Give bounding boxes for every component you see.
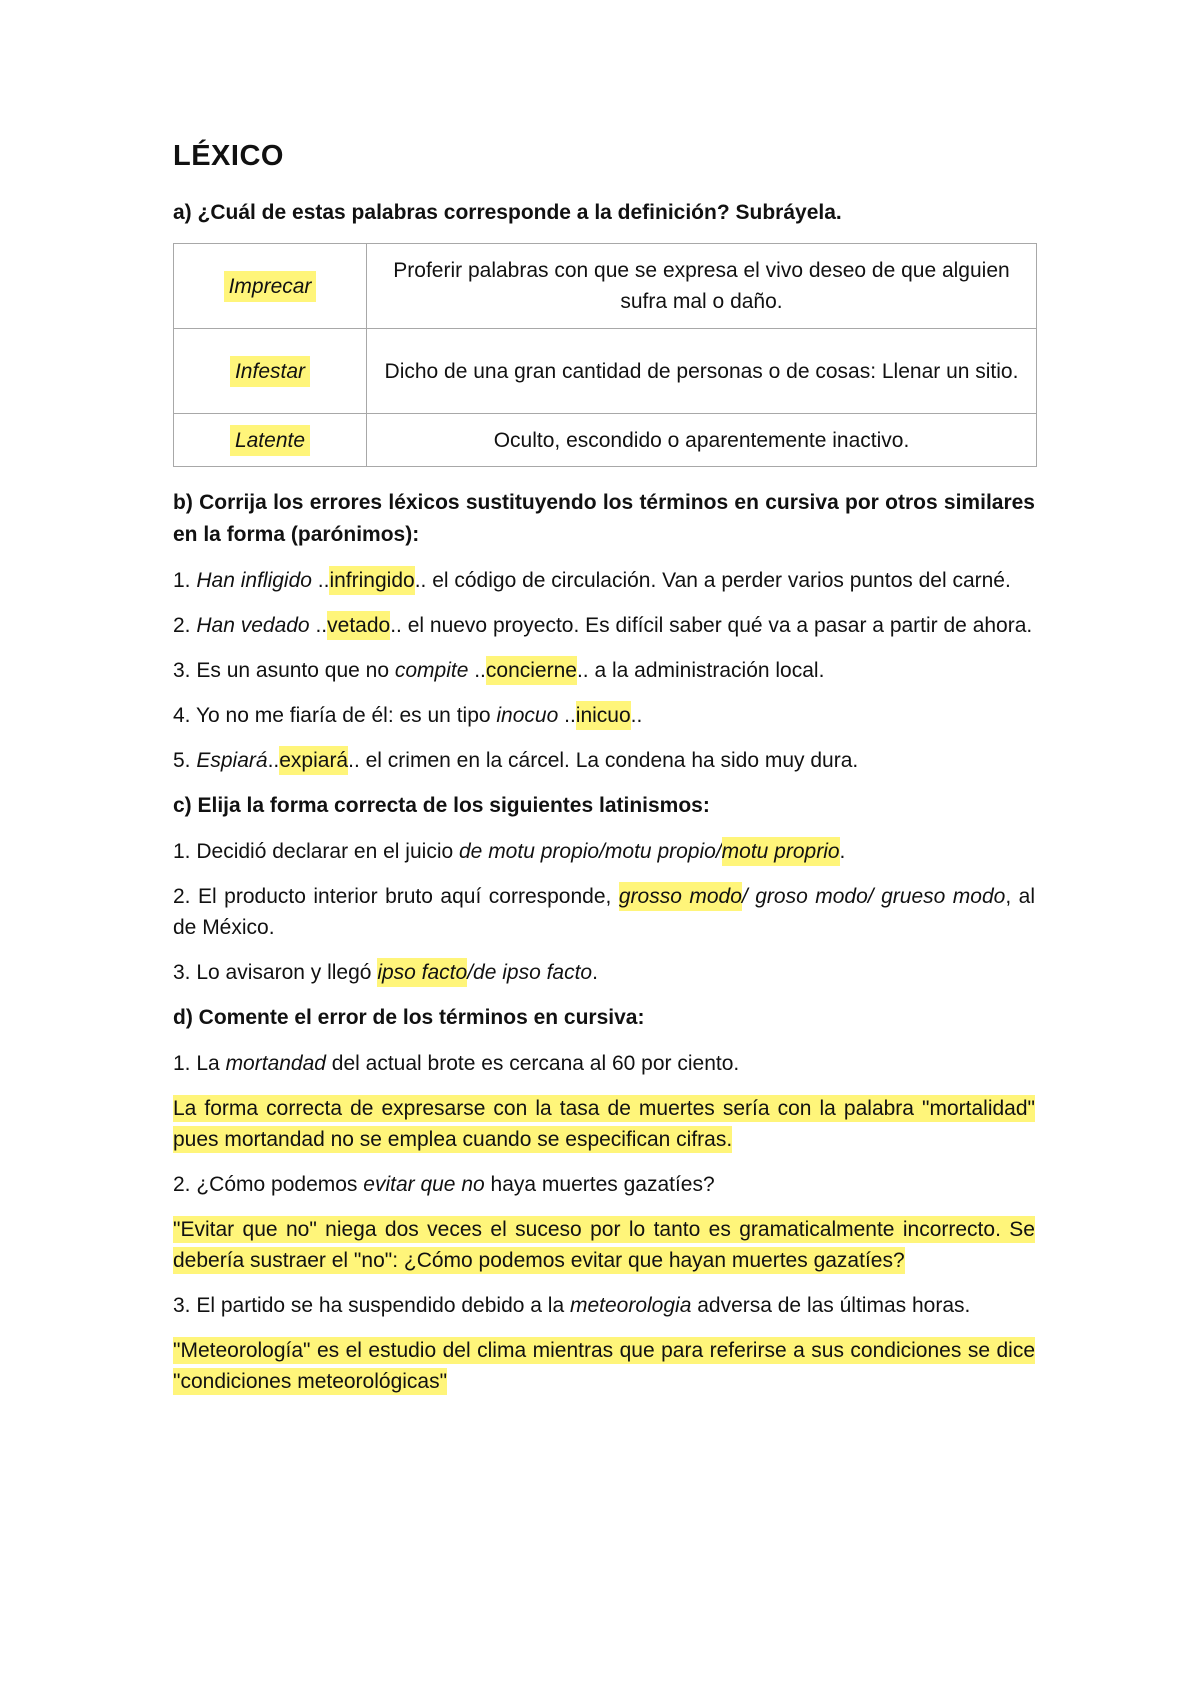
italic-term: compite <box>394 659 469 682</box>
list-item: 2. ¿Cómo podemos evitar que no haya muertes gazatíes? <box>173 1173 715 1196</box>
list-item: 3. Es un asunto que no compite ..concierne.. a la administración local. <box>173 655 1035 686</box>
answer-highlight: expiará <box>279 746 348 775</box>
table-row <box>174 329 1037 414</box>
list-item: 1. La mortandad del actual brote es cercana al 60 por ciento. <box>173 1052 740 1075</box>
word-cell: Infestar <box>230 356 310 387</box>
italic-term: inocuo <box>496 704 559 727</box>
definition-cell: Oculto, escondido o aparentemente inactivo. <box>367 414 1037 467</box>
comment-answer: "Evitar que no" niega dos veces el suceso por lo tanto es gramaticalmente incorrecto. Se debería sustraer el "no": ¿Cómo podemos evitar que hayan muertes gazatíes? <box>173 1218 1035 1272</box>
answer-highlight: grosso modo <box>619 882 742 911</box>
list-item: 1. Decidió declarar en el juicio de motu propio/motu propio/motu proprio. <box>173 836 1035 867</box>
question-d: d) Comente el error de los términos en cursiva: <box>173 1006 645 1029</box>
table-row <box>174 414 1037 467</box>
definitions-table <box>173 243 1037 467</box>
answer-highlight: inicuo <box>576 701 631 730</box>
answer-highlight: vetado <box>327 611 390 640</box>
document-page <box>173 140 1035 1411</box>
list-item: 3. Lo avisaron y llegó ipso facto/de ipso facto. <box>173 957 1035 988</box>
question-a: a) ¿Cuál de estas palabras corresponde a la definición? Subráyela. <box>173 201 842 224</box>
page-title: LÉXICO <box>173 140 284 172</box>
word-cell: Imprecar <box>224 271 317 302</box>
italic-term: evitar que no <box>363 1173 485 1196</box>
list-item: 2. Han vedado ..vetado.. el nuevo proyecto. Es difícil saber qué va a pasar a partir de ahora. <box>173 610 1035 641</box>
italic-term: Espiará <box>196 749 268 772</box>
comment-answer: "Meteorología" es el estudio del clima mientras que para referirse a sus condiciones se dice "condiciones meteorológicas" <box>173 1339 1035 1393</box>
italic-term: Han vedado <box>196 614 310 637</box>
definition-cell: Dicho de una gran cantidad de personas o de cosas: Llenar un sitio. <box>367 329 1037 414</box>
answer-highlight: motu proprio <box>722 837 840 866</box>
answer-highlight: infringido <box>329 566 414 595</box>
italic-term: Han infligido <box>196 569 312 592</box>
question-c: c) Elija la forma correcta de los siguientes latinismos: <box>173 794 710 817</box>
list-item: 4. Yo no me fiaría de él: es un tipo inocuo ..inicuo.. <box>173 700 1035 731</box>
italic-term: mortandad <box>225 1052 326 1075</box>
definition-cell: Proferir palabras con que se expresa el vivo deseo de que alguien sufra mal o daño. <box>367 244 1037 329</box>
list-item: 1. Han infligido ..infringido.. el código de circulación. Van a perder varios puntos del carné. <box>173 565 1035 596</box>
word-cell: Latente <box>230 425 310 456</box>
list-item: 2. El producto interior bruto aquí corresponde, grosso modo/ groso modo/ grueso modo, al de México. <box>173 881 1035 943</box>
comment-answer: La forma correcta de expresarse con la tasa de muertes sería con la palabra "mortalidad" pues mortandad no se emplea cuando se especifican cifras. <box>173 1097 1035 1151</box>
table-row <box>174 244 1037 329</box>
answer-highlight: ipso facto <box>377 958 467 987</box>
answer-highlight: concierne <box>486 656 577 685</box>
question-b: b) Corrija los errores léxicos sustituyendo los términos en cursiva por otros similares en la forma (parónimos): <box>173 491 1035 546</box>
list-item: 5. Espiará..expiará.. el crimen en la cárcel. La condena ha sido muy dura. <box>173 745 1035 776</box>
list-item: 3. El partido se ha suspendido debido a la meteorologia adversa de las últimas horas. <box>173 1294 971 1317</box>
italic-term: meteorologia <box>569 1294 692 1317</box>
